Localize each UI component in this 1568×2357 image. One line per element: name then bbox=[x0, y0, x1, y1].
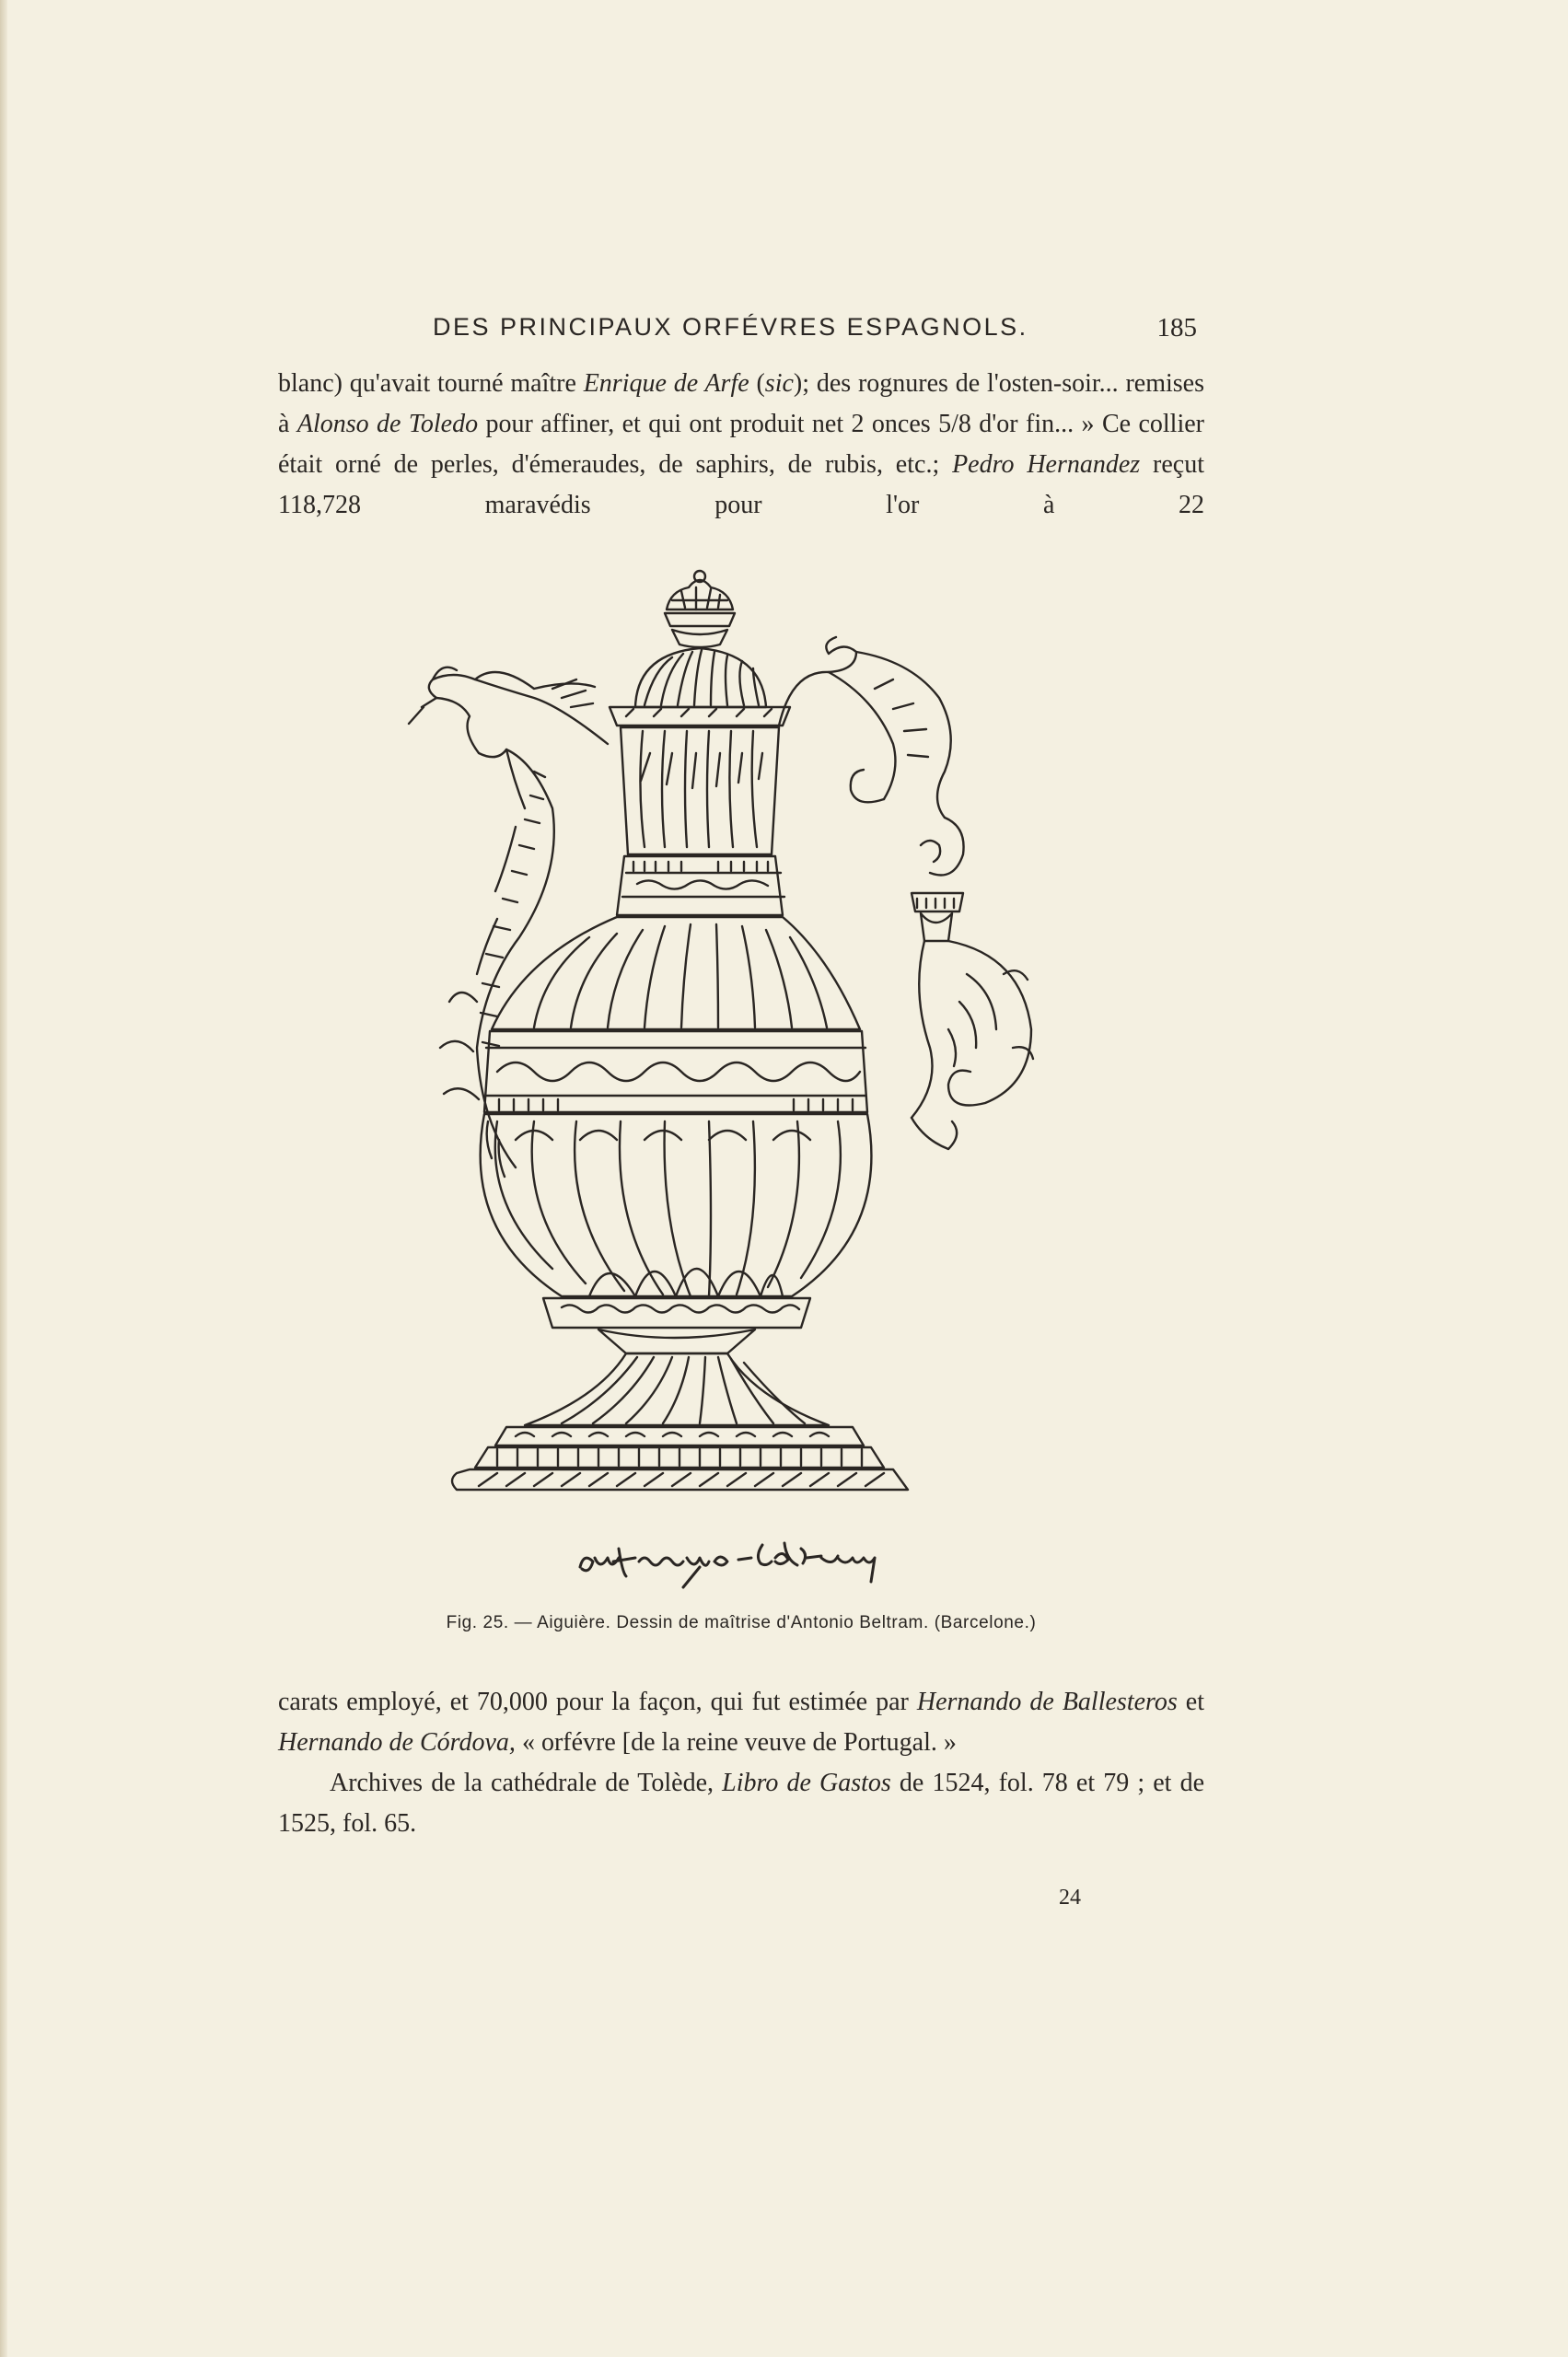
text-run: et bbox=[1177, 1688, 1204, 1716]
source-note bbox=[278, 1763, 1204, 1844]
figure-caption: Fig. 25. — Aiguière. Dessin de maîtrise d'Antonio Beltram. (Barcelone.) bbox=[446, 1613, 1037, 1632]
book-title: Libro de Gastos bbox=[722, 1769, 891, 1797]
page-number: 185 bbox=[1156, 313, 1197, 343]
ewer-drawing bbox=[396, 569, 1096, 1517]
text-run: carats employé, et 70,000 pour la façon, qui fut estimée par bbox=[278, 1688, 917, 1716]
text-run: reçut 118,728 maravédis pour l'or à 22 bbox=[278, 450, 1204, 519]
page-header bbox=[433, 313, 1206, 350]
artist-signature bbox=[571, 1530, 902, 1595]
text-run: de 1524, fol. 78 et 79 ; et de 1525, fol. 65. bbox=[278, 1769, 1205, 1838]
text-run: pour affiner, et qui ont produit net 2 onces 5/8 d'or fin... » Ce collier était orné de perles, d'émeraudes, de saphirs, de rubis, etc.; bbox=[278, 410, 1204, 479]
person-name: Alonso de Toledo bbox=[296, 410, 479, 438]
person-name: Hernando de Ballesteros bbox=[916, 1688, 1178, 1716]
person-name: Enrique de Arfe bbox=[583, 369, 749, 398]
top-paragraph bbox=[278, 364, 1204, 526]
text-run: ); des rognures de l'osten-soir... remises à bbox=[278, 369, 1205, 438]
running-title: DES PRINCIPAUX ORFÉVRES ESPAGNOLS. bbox=[433, 313, 1028, 341]
ewer-illustration bbox=[396, 569, 1096, 1517]
text-run: ( bbox=[749, 369, 765, 398]
person-name: Pedro Hernandez bbox=[952, 450, 1141, 479]
person-name: Hernando de Córdova, bbox=[278, 1728, 516, 1757]
bottom-paragraph bbox=[278, 1682, 1204, 1844]
text-run: Archives de la cathédrale de Tolède, bbox=[330, 1769, 723, 1797]
text-run: « orfévre [de la reine veuve de Portugal. » bbox=[515, 1728, 957, 1757]
sheet-signature: 24 bbox=[1059, 1886, 1081, 1910]
sic-note: sic bbox=[764, 369, 794, 398]
signature-drawing bbox=[571, 1530, 902, 1595]
page-edge bbox=[0, 0, 7, 2357]
text-run: blanc) qu'avait tourné maître bbox=[278, 369, 584, 398]
